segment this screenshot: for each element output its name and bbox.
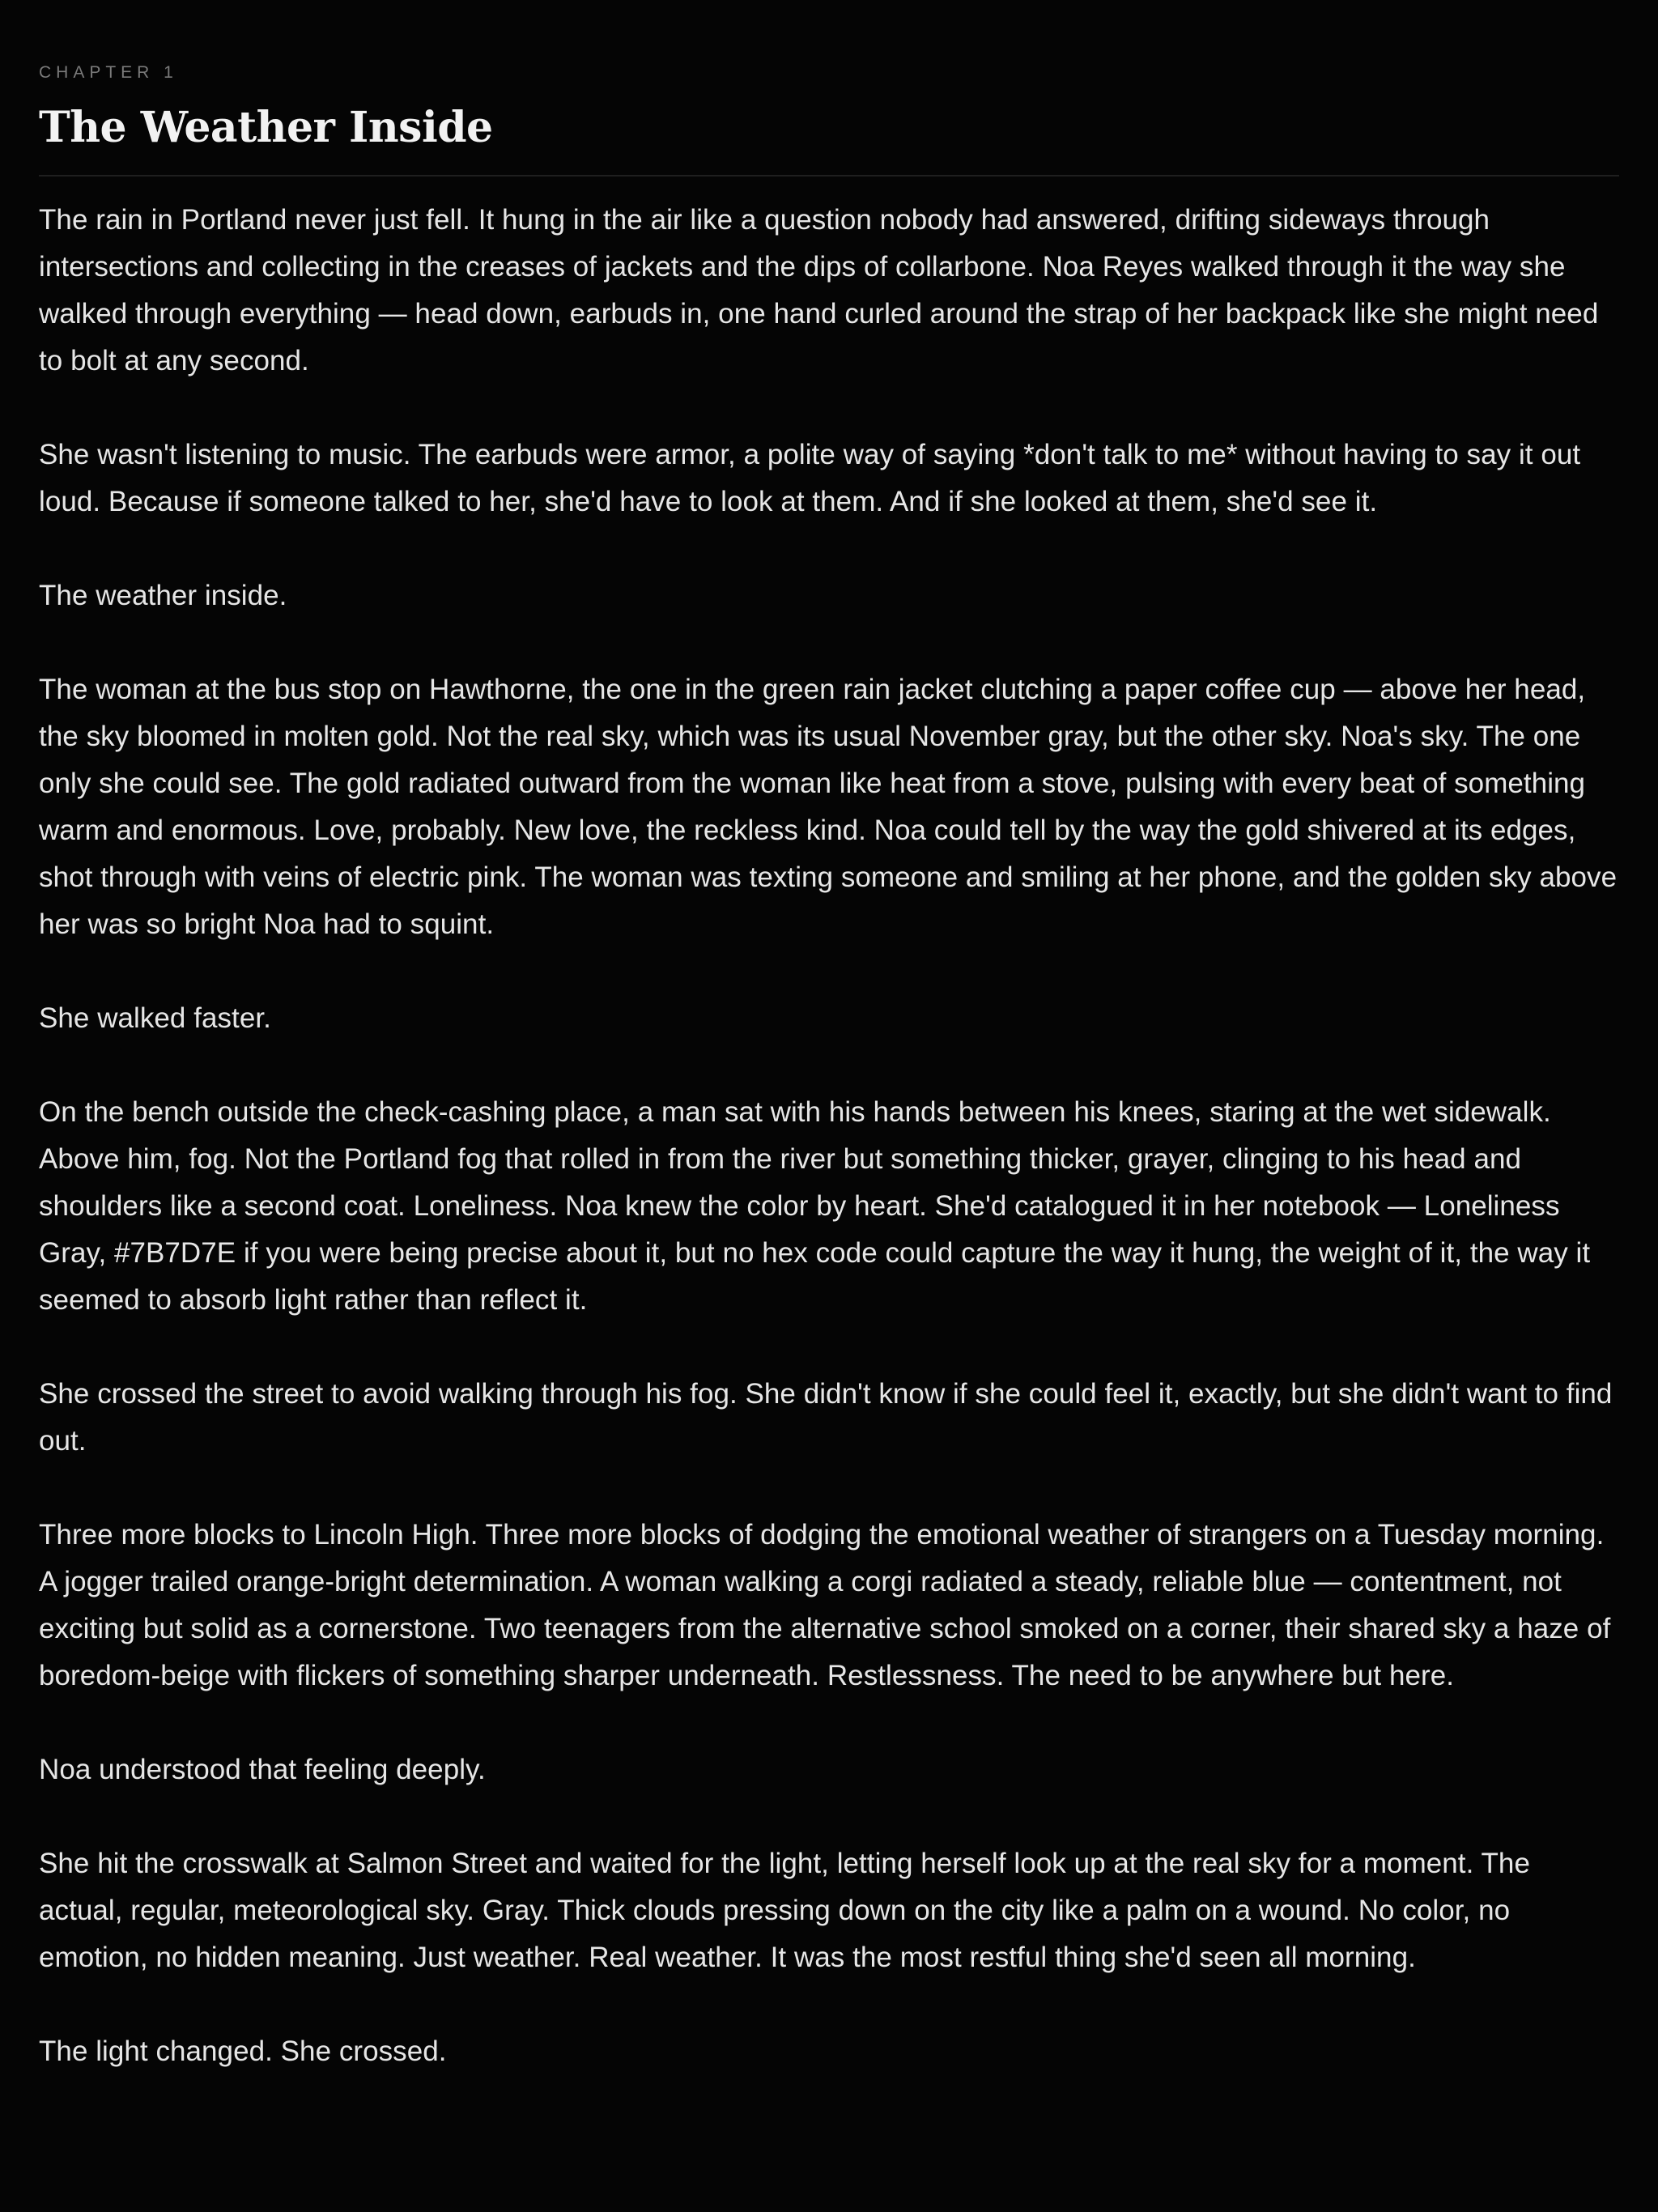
paragraph: The woman at the bus stop on Hawthorne, the one in the green rain jacket clutching a paper coffee cup — above her head, the sky bloomed in molten gold. Not the real sky, which was its usual November gray, but the other sky. Noa's sky. The one only she could see. The gold radiated outward from the woman like heat from a stove, pulsing with every beat of something warm and enormous. Love, probably. New love, the reckless kind. Noa could tell by the way the gold shivered at its edges, shot through with veins of electric pink. The woman was texting someone and smiling at her phone, and the golden sky above her was so bright Noa had to squint.: [39, 674, 1618, 940]
chapter-title: The Weather Inside: [39, 103, 493, 152]
paragraph: She hit the crosswalk at Salmon Street and waited for the light, letting herself look up at the real sky for a moment. The actual, regular, meteorological sky. Gray. Thick clouds pressing down on the city like a palm on a wound. No color, no emotion, no hidden meaning. Just weather. Real weather. It was the most restful thing she'd seen all morning.: [39, 1848, 1530, 1973]
paragraph: Three more blocks to Lincoln High. Three more blocks of dodging the emotional weather of strangers on a Tuesday morning. A jogger trailed orange-bright determination. A woman walking a corgi radiated a steady, reliable blue — contentment, not exciting but solid as a cornerstone. Two teenagers from the alternative school smoked on a corner, their shared sky a haze of boredom-beige with flickers of something sharper underneath. Restlessness. The need to be anywhere but here.: [39, 1519, 1611, 1691]
paragraph: She walked faster.: [39, 1002, 271, 1034]
header-divider: [39, 175, 1619, 177]
paragraph: She crossed the street to avoid walking through his fog. She didn't know if she could feel it, exactly, but she didn't want to find out.: [39, 1378, 1613, 1457]
paragraph: On the bench outside the check-cashing place, a man sat with his hands between his knees, staring at the wet sidewalk. Above him, fog. Not the Portland fog that rolled in from the river but something thicker, grayer, clinging to his head and shoulders like a second coat. Loneliness. Noa knew the color by heart. She'd catalogued it in her notebook — Loneliness Gray, #7B7D7E if you were being precise about it, but no hex code could capture the way it hung, the weight of it, the way it seemed to absorb light rather than reflect it.: [39, 1096, 1591, 1316]
paragraph: The weather inside.: [39, 580, 287, 611]
paragraph: The rain in Portland never just fell. It hung in the air like a question nobody had answered, drifting sideways through intersections and collecting in the creases of jackets and the dips of collarbone. Noa Reyes walked through it the way she walked through everything — head down, earbuds in, one hand curled around the strap of her backpack like she might need to bolt at any second.: [39, 204, 1599, 376]
reader-page: [39, 0, 1619, 2212]
paragraph: Noa understood that feeling deeply.: [39, 1754, 486, 1785]
paragraph: She wasn't listening to music. The earbuds were armor, a polite way of saying *don't talk to me* without having to say it out loud. Because if someone talked to her, she'd have to look at them. And if she looked at them, she'd see it.: [39, 439, 1581, 517]
chapter-body: [39, 197, 1619, 2122]
paragraph: The light changed. She crossed.: [39, 2035, 447, 2067]
chapter-label: CHAPTER 1: [39, 63, 178, 82]
